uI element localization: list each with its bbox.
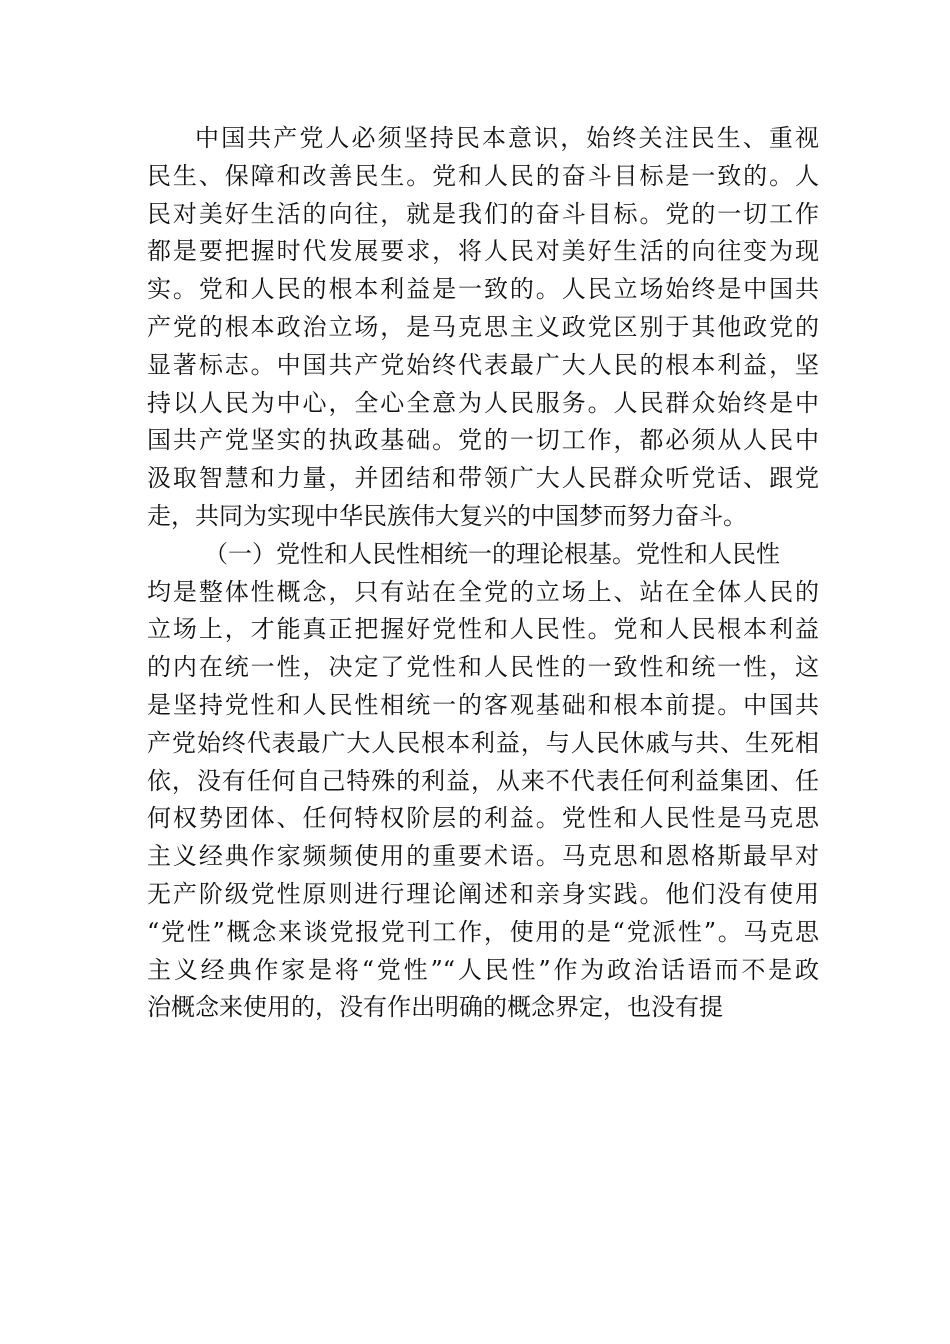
paragraph-line: 显著标志。中国共产党始终代表最广大人民的根本利益，坚 bbox=[147, 350, 819, 379]
paragraph-line: 何权势团体、任何特权阶层的利益。党性和人民性是马克思 bbox=[147, 804, 819, 833]
paragraph-line: 主义经典作家频频使用的重要术语。马克思和恩格斯最早对 bbox=[147, 842, 819, 871]
paragraph-line: 实。党和人民的根本利益是一致的。人民立场始终是中国共 bbox=[147, 275, 819, 304]
paragraph-line: 立场上，才能真正把握好党性和人民性。党和人民根本利益 bbox=[147, 615, 819, 644]
paragraph-line: 中国共产党人必须坚持民本意识，始终关注民生、重视 bbox=[195, 124, 819, 152]
paragraph-line: 依，没有任何自己特殊的利益，从来不代表任何利益集团、任 bbox=[147, 766, 819, 795]
paragraph-1 bbox=[147, 120, 819, 536]
paragraph-line: 汲取智慧和力量，并团结和带领广大人民群众听党话、跟党 bbox=[147, 464, 819, 493]
paragraph-line: 走，共同为实现中华民族伟大复兴的中国梦而努力奋斗。 bbox=[147, 501, 747, 530]
paragraph-line: 国共产党坚实的执政基础。党的一切工作，都必须从人民中 bbox=[147, 426, 819, 455]
paragraph-line: 是坚持党性和人民性相统一的客观基础和根本前提。中国共 bbox=[147, 690, 819, 719]
paragraph-line: 民对美好生活的向往，就是我们的奋斗目标。党的一切工作 bbox=[147, 199, 819, 228]
paragraph-line: 主义经典作家是将“党性”“人民性”作为政治话语而不是政 bbox=[147, 955, 819, 984]
paragraph-line: 民生、保障和改善民生。党和人民的奋斗目标是一致的。人 bbox=[147, 161, 819, 190]
paragraph-line: 产党始终代表最广大人民根本利益，与人民休戚与共、生死相 bbox=[147, 728, 819, 757]
paragraph-line: 的内在统一性，决定了党性和人民性的一致性和统一性，这 bbox=[147, 653, 819, 682]
paragraph-line: 产党的根本政治立场，是马克思主义政党区别于其他政党的 bbox=[147, 312, 819, 341]
paragraph-line: “党性”概念来谈党报党刊工作，使用的是“党派性”。马克思 bbox=[147, 917, 819, 946]
paragraph-line: 治概念来使用的，没有作出明确的概念界定，也没有提 bbox=[147, 993, 723, 1022]
paragraph-line: 持以人民为中心，全心全意为人民服务。人民群众始终是中 bbox=[147, 388, 819, 417]
paragraph-line: 无产阶级党性原则进行理论阐述和亲身实践。他们没有使用 bbox=[147, 879, 819, 908]
paragraph-2 bbox=[147, 536, 819, 1027]
document-body bbox=[147, 120, 819, 1027]
paragraph-line: 都是要把握时代发展要求，将人民对美好生活的向往变为现 bbox=[147, 237, 819, 266]
paragraph-line: （一）党性和人民性相统一的理论根基。党性和人民性 bbox=[204, 539, 780, 568]
paragraph-line: 均是整体性概念，只有站在全党的立场上、站在全体人民的 bbox=[147, 577, 819, 606]
